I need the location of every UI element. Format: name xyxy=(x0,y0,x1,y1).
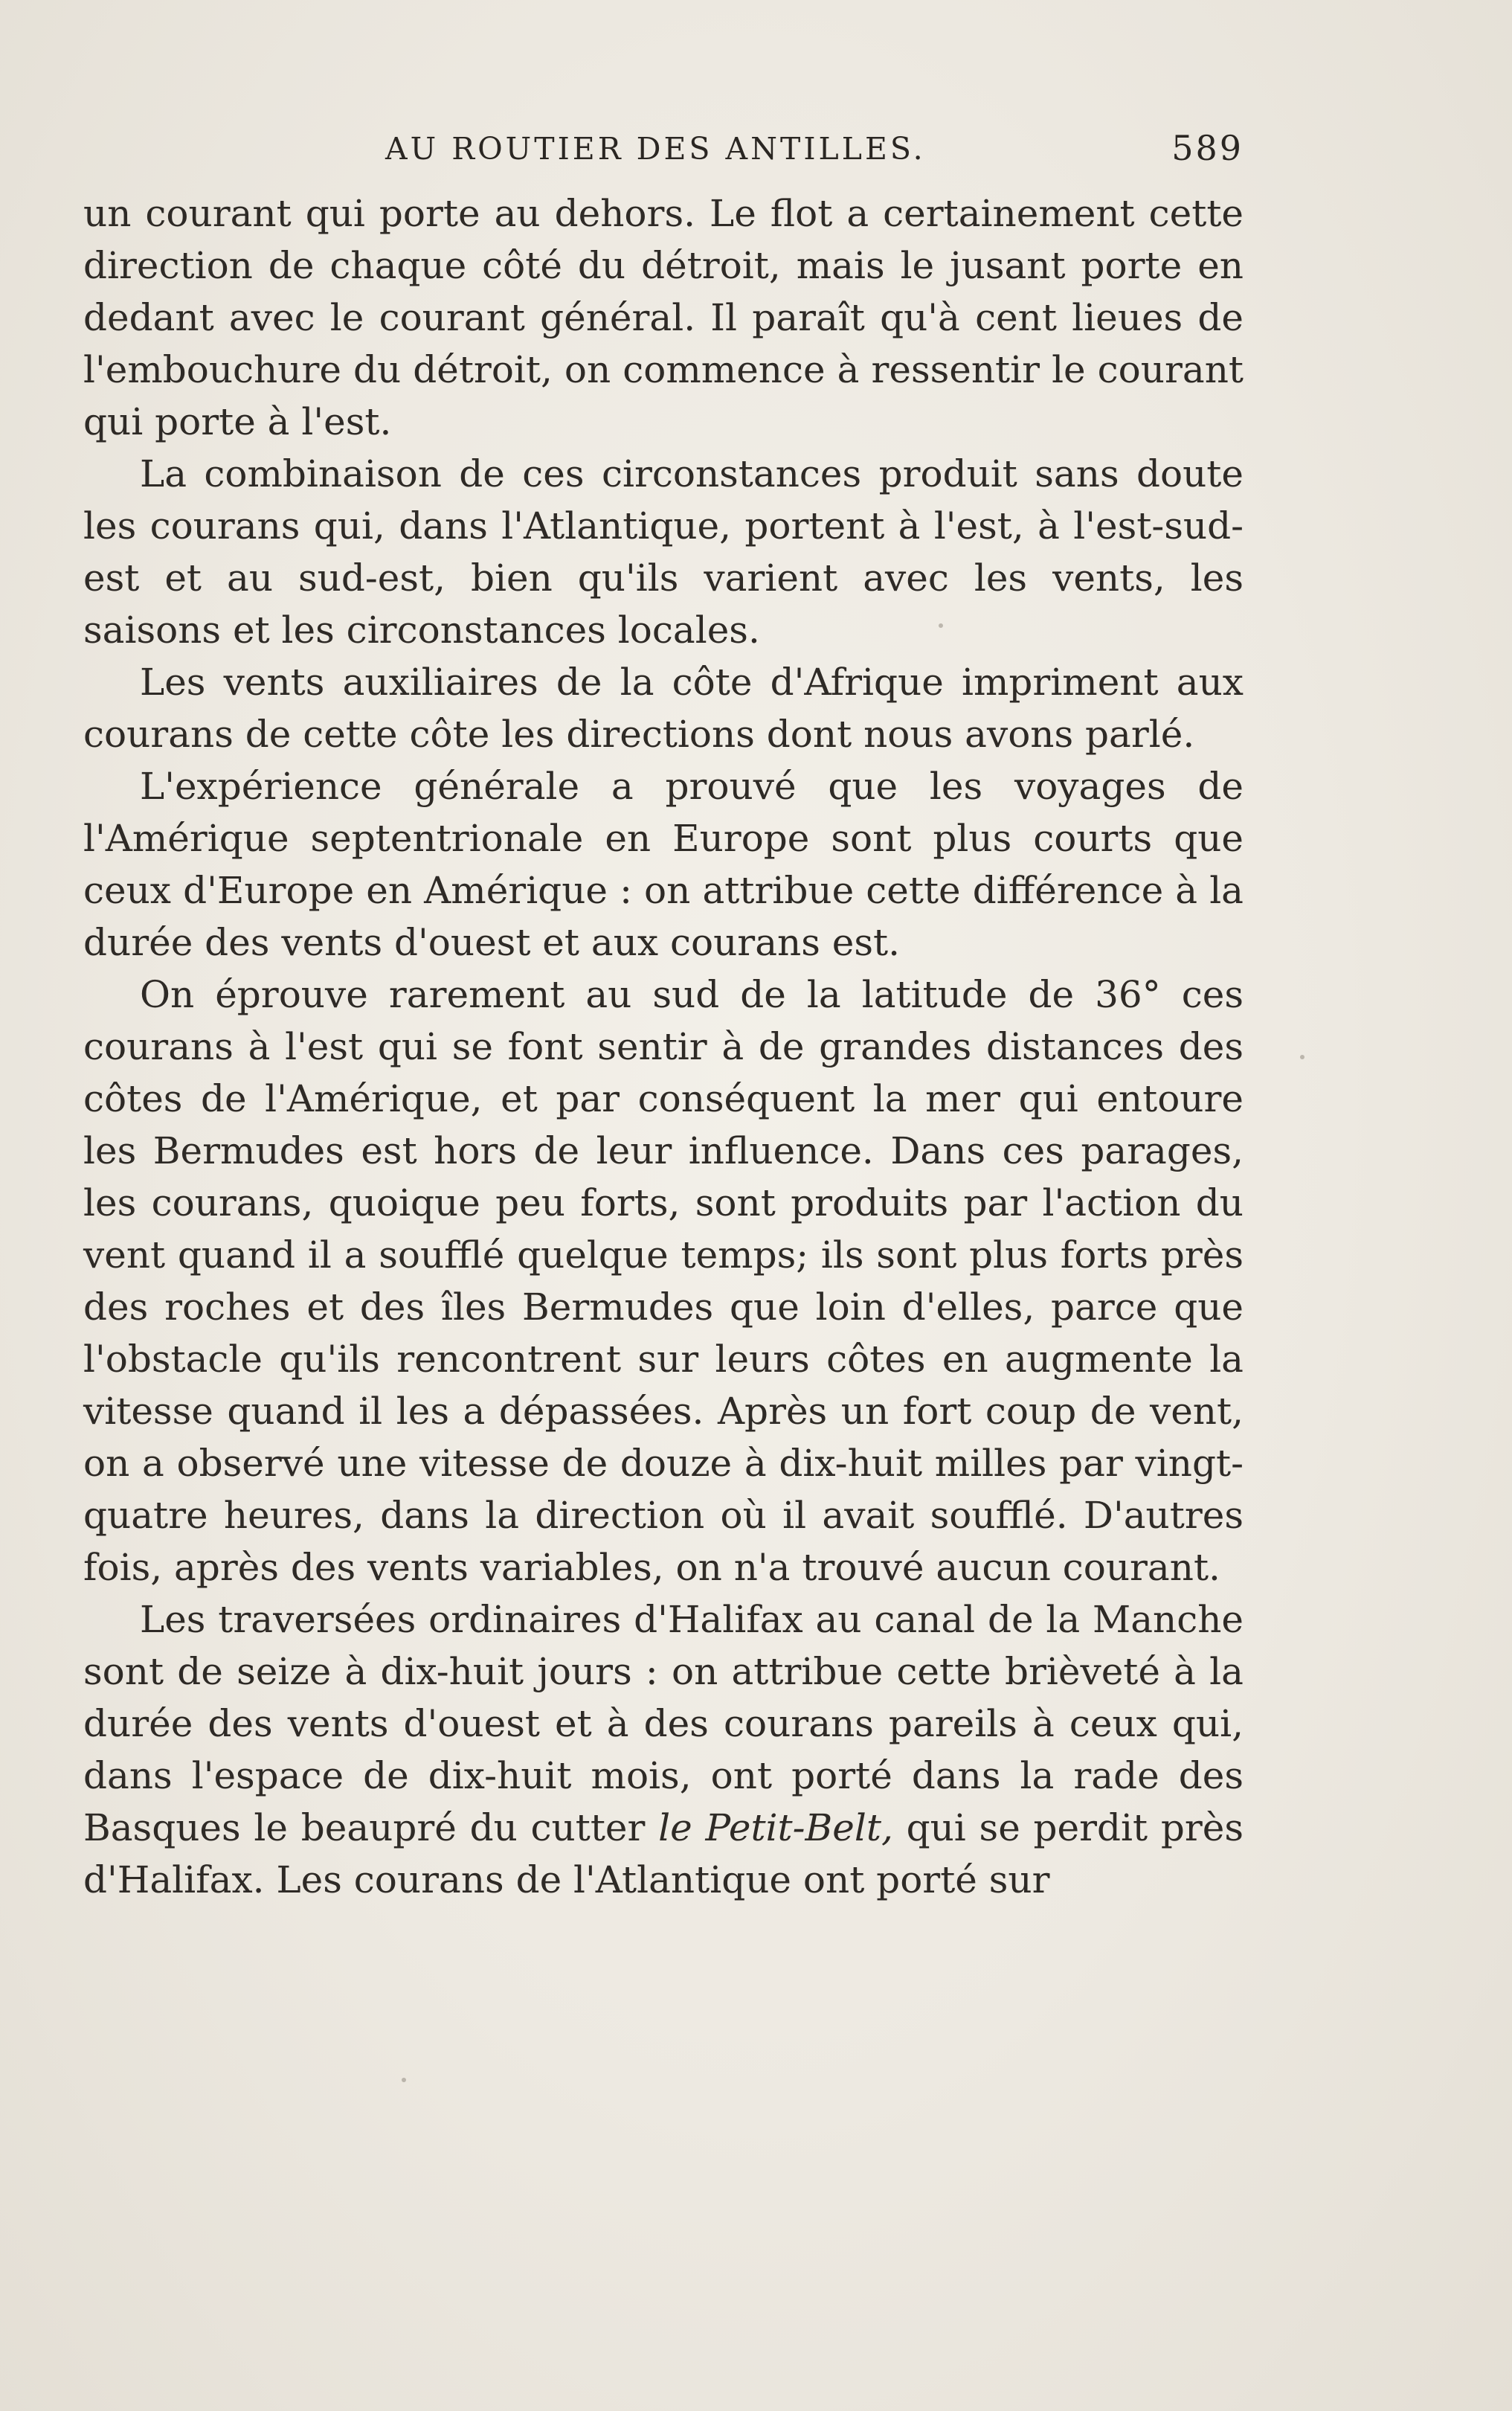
ship-name-italic: le Petit-Belt, xyxy=(658,1806,893,1849)
paper-speck xyxy=(402,2078,406,2082)
paragraph-3: Les vents auxiliaires de la côte d'Afrique impriment aux courans de cette côte les directions dont nous avons parlé. xyxy=(83,661,1244,756)
paragraph-6 xyxy=(83,1593,1244,1906)
paper-speck xyxy=(1300,1055,1304,1059)
paragraph-5: On éprouve rarement au sud de la latitude de 36° ces courans à l'est qui se font sentir à de grandes distances des côtes de l'Amérique, et par conséquent la mer qui entoure les Bermudes est hors de leur influence. Dans ces parages, les courans, quoique peu forts, sont produits par l'action du vent quand il a soufflé quelque temps; ils sont plus forts près des roches et des îles Bermudes que loin d'elles, parce que l'obstacle qu'ils rencontrent sur leurs côtes en augmente la vitesse quand il les a dépassées. Après un fort coup de vent, on a observé une vitesse de douze à dix-huit milles par vingt-quatre heures, dans la direction où il avait soufflé. D'autres fois, après des vents variables, on n'a trouvé aucun courant. xyxy=(83,973,1244,1589)
paper-speck xyxy=(939,623,943,628)
paragraph-6-text-before: Les traversées ordinaires d'Halifax au canal de la Manche sont de seize à dix-huit jours : on attribue cette brièveté à la durée des vents d'ouest et à des courans pareils à ceux qui, dans l'espace de dix-huit mois, ont porté dans la rade des Basques le beaupré du cutter xyxy=(83,1598,1244,1849)
paragraph-1: un courant qui porte au dehors. Le flot a certainement cette direction de chaque côté du détroit, mais le jusant porte en dedant avec le courant général. Il paraît qu'à cent lieues de l'embouchure du détroit, on commence à ressentir le courant qui porte à l'est. xyxy=(83,192,1244,443)
running-title: AU ROUTIER DES ANTILLES. xyxy=(385,131,926,167)
paragraph-4: L'expérience générale a prouvé que les voyages de l'Amérique septentrionale en Europe sont plus courts que ceux d'Europe en Amérique : on attribue cette différence à la durée des vents d'ouest et aux courans est. xyxy=(83,765,1244,964)
body-text xyxy=(83,187,1244,1906)
page-header xyxy=(83,126,1244,179)
page-number: 589 xyxy=(1171,128,1244,168)
paragraph-2: La combinaison de ces circonstances produit sans doute les courans qui, dans l'Atlantique, portent à l'est, à l'est-sud-est et au sud-est, bien qu'ils varient avec les vents, les saisons et les circonstances locales. xyxy=(83,452,1244,652)
paragraph-6-text-after: qui se perdit près d'Halifax. Les courans de l'Atlantique ont porté sur xyxy=(83,1806,1244,1901)
